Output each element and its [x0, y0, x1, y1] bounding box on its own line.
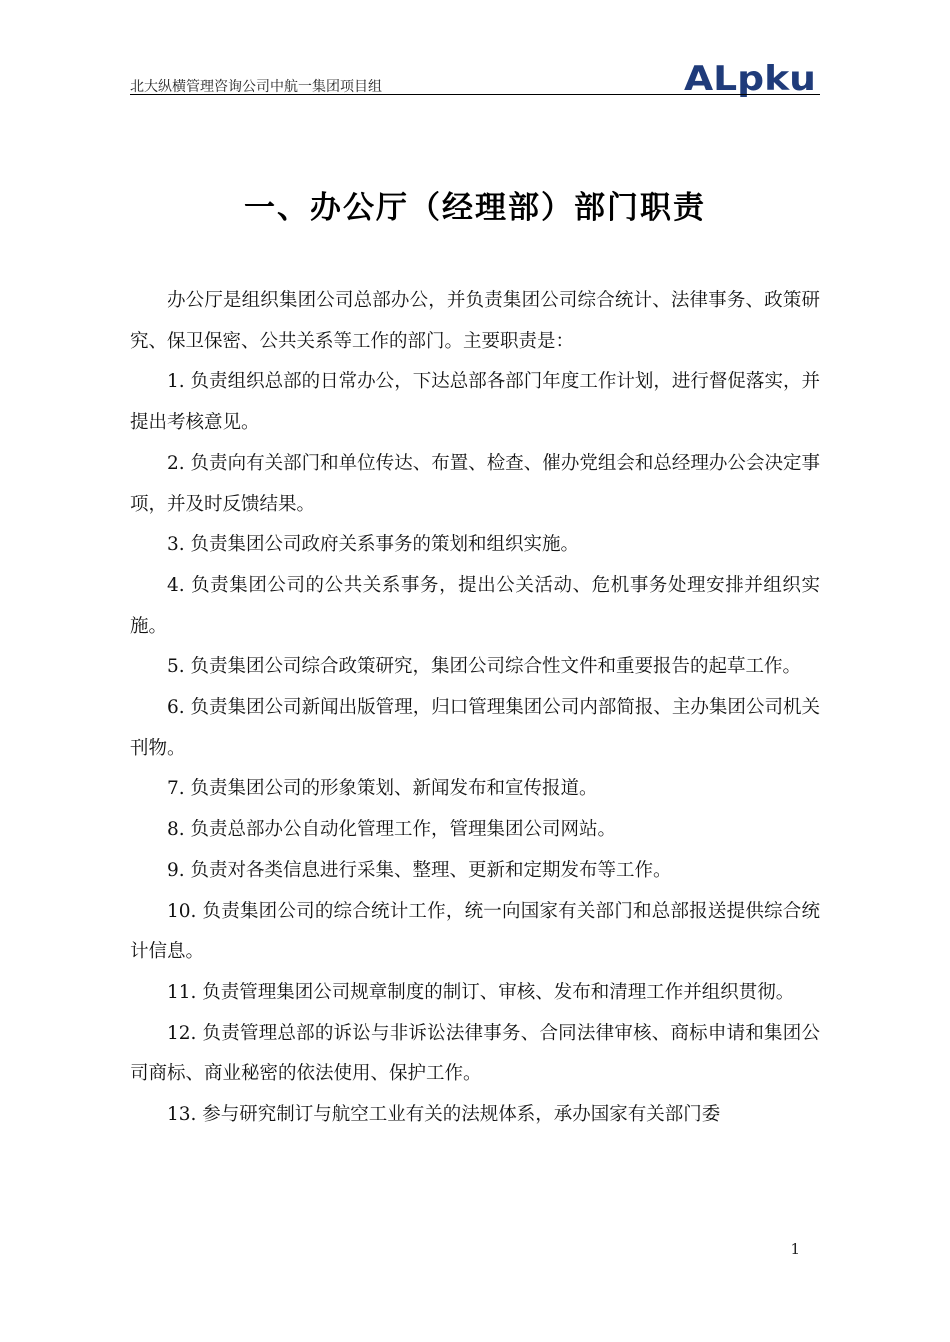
- duty-item: 13. 参与研究制订与航空工业有关的法规体系，承办国家有关部门委: [167, 1104, 721, 1126]
- duty-item: 9. 负责对各类信息进行采集、整理、更新和定期发布等工作。: [167, 859, 672, 881]
- page-title: 一、办公厅（经理部）部门职责: [244, 190, 706, 226]
- duty-item: 12. 负责管理总部的诉讼与非诉讼法律事务、合同法律审核、商标申请和集团公司商标、商业秘密的依法使用、保护工作。: [130, 1022, 820, 1085]
- page-header: [130, 58, 820, 98]
- company-logo: [682, 58, 820, 98]
- duty-item: 2. 负责向有关部门和单位传达、布置、检查、催办党组会和总经理办公会决定事项，并及时反馈结果。: [130, 452, 820, 515]
- duty-item: 1. 负责组织总部的日常办公，下达总部各部门年度工作计划，进行督促落实，并提出考核意见。: [130, 371, 820, 434]
- svg-text:ALpku: ALpku: [684, 59, 816, 98]
- duty-item: 3. 负责集团公司政府关系事务的策划和组织实施。: [167, 534, 580, 556]
- duty-item: 8. 负责总部办公自动化管理工作，管理集团公司网站。: [167, 819, 617, 841]
- page-number: 1: [790, 1240, 800, 1258]
- duty-item: 5. 负责集团公司综合政策研究，集团公司综合性文件和重要报告的起草工作。: [167, 656, 802, 678]
- duty-item: 4. 负责集团公司的公共关系事务，提出公关活动、危机事务处理安排并组织实施。: [130, 574, 820, 637]
- document-body: [130, 281, 820, 1136]
- intro-paragraph: 办公厅是组织集团公司总部办公，并负责集团公司综合统计、法律事务、政策研究、保卫保密、公共关系等工作的部门。主要职责是：: [130, 290, 820, 352]
- duty-item: 6. 负责集团公司新闻出版管理，归口管理集团公司内部简报、主办集团公司机关刊物。: [130, 697, 820, 759]
- header-rule: [130, 94, 820, 95]
- header-text: 北大纵横管理咨询公司中航一集团项目组: [130, 79, 382, 95]
- duty-item: 10. 负责集团公司的综合统计工作，统一向国家有关部门和总部报送提供综合统计信息。: [130, 900, 820, 963]
- duty-item: 7. 负责集团公司的形象策划、新闻发布和宣传报道。: [167, 778, 598, 800]
- duty-item: 11. 负责管理集团公司规章制度的制订、审核、发布和清理工作并组织贯彻。: [167, 981, 795, 1003]
